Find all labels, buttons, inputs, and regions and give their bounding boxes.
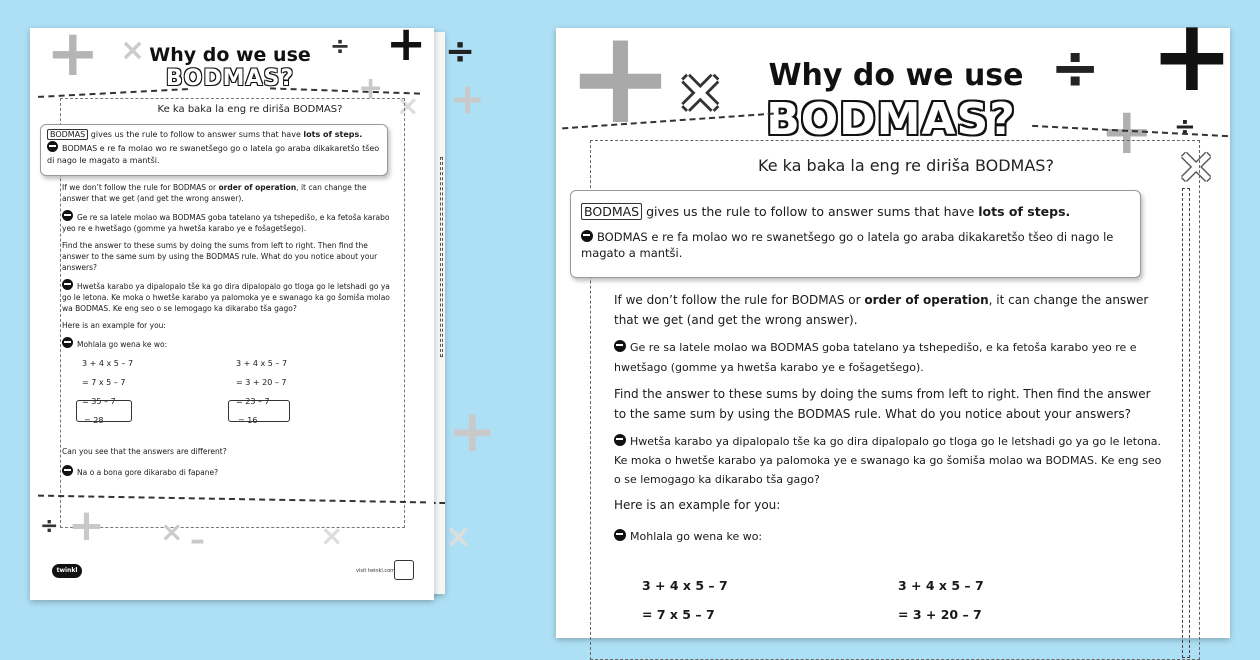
worksheet-title-line2: BODMAS? [165, 66, 295, 91]
example-label-sepedi [62, 337, 392, 350]
callout-bold: lots of steps. [303, 130, 363, 139]
step: = 3 + 20 – 7 [898, 607, 982, 622]
content-frame-edge [1182, 188, 1190, 658]
callout-sepedi-text: BODMAS e re fa molao wo re swanetšego go o latela go araba dikakaretšo tšeo di nago le magato a mantši. [581, 230, 1114, 260]
translation-icon [62, 210, 73, 221]
worksheet-title-line1: Why do we use [768, 58, 1024, 93]
intro-callout [40, 124, 388, 176]
example-label: Here is an example for you: [62, 321, 166, 330]
step: = 3 + 20 – 7 [236, 378, 287, 387]
plus-symbol: + [1100, 95, 1154, 169]
times-symbol: × [160, 515, 184, 548]
translation-icon [62, 465, 73, 476]
final-answer: = 28 [84, 416, 104, 425]
step: = 35 – 7 [82, 397, 116, 406]
p1-sepedi-text: Ge re sa latele molao wa BODMAS goba tatelano ya tshepedišo, e ka fetoša karabo yeo re e hwetšago (gomme ya hwetša karabo ye e fošagetšego). [62, 213, 390, 233]
bodmas-keyword: BODMAS [47, 129, 88, 140]
worksheet-title-line1: Why do we use [149, 44, 311, 66]
paragraph-2-sepedi [614, 432, 1166, 489]
p1-text-b: , it can change the answer that we get (and get the wrong answer). [614, 293, 1149, 327]
paragraph-1-sepedi [62, 210, 392, 234]
translation-icon [47, 141, 58, 152]
step: 3 + 4 x 5 – 7 [82, 359, 134, 368]
worksheet-title-line2: BODMAS? [766, 94, 1016, 145]
question-block [62, 446, 392, 478]
minus-symbol: – [190, 523, 205, 558]
left-example-steps [642, 571, 728, 629]
plus-symbol: + [358, 71, 384, 106]
p2-sepedi-text: Hwetša karabo ya dipalopalo tše ka go dira dipalopalo go tloga go le letshadi go ya go le letona. Ke moka o hwetše karabo ya palomoka ye e swanago ka go šomiša molao wa BODMAS. Ke eng seo o se lemogago ka dikarabo tša gago? [62, 282, 390, 313]
p1-text-b: , it can change the answer that we get (and get the wrong answer). [62, 183, 367, 203]
step: 3 + 4 x 5 – 7 [898, 578, 984, 593]
translation-icon [614, 434, 626, 446]
footer-badge-icon [394, 560, 414, 580]
plus-symbol: + [1150, 0, 1234, 114]
plus-symbol: + [68, 500, 105, 551]
paragraph-2: Find the answer to these sums by doing the sums from left to right. Then find the answer to the same sum by using the BODMAS rule. What do you notice about your answers? [614, 387, 1151, 421]
callout-text: gives us the rule to follow to answer sums that have [642, 204, 979, 219]
example-sepedi-text: Mohlala go wena ke wo: [77, 340, 168, 349]
p1-text-a: If we don’t follow the rule for BODMAS or [614, 293, 865, 307]
final-answer: = 16 [238, 416, 258, 425]
step: 3 + 4 x 5 – 7 [642, 578, 728, 593]
right-body [614, 290, 1166, 547]
worksheet-subtitle: Ke ka baka la eng re diriša BODMAS? [157, 104, 343, 115]
plus-symbol: + [566, 1, 675, 153]
paragraph-2-sepedi [62, 279, 392, 314]
back-page-frame [440, 157, 443, 357]
plus-symbol: + [450, 74, 486, 123]
example-sepedi-text: Mohlala go wena ke wo: [630, 530, 763, 543]
callout-text: gives us the rule to follow to answer sums that have [88, 130, 304, 139]
example-label: Here is an example for you: [614, 498, 781, 512]
step: = 7 x 5 – 7 [642, 607, 715, 622]
divide-symbol: ÷ [445, 31, 476, 72]
plus-symbol: + [386, 16, 427, 72]
times-symbol: × [396, 89, 420, 122]
divide-symbol: ÷ [330, 32, 351, 60]
paragraph-2: Find the answer to these sums by doing the sums from left to right. Then find the answer to the same sum by using the BODMAS rule. What do you notice about your answers? [62, 241, 378, 272]
callout-english [47, 129, 381, 141]
step: 3 + 4 x 5 – 7 [236, 359, 288, 368]
callout-bold: lots of steps. [978, 204, 1071, 219]
question: Can you see that the answers are different? [62, 447, 227, 456]
times-symbol: × [1176, 138, 1217, 194]
callout-sepedi [581, 229, 1130, 261]
plus-symbol: + [448, 397, 497, 465]
example-label-sepedi [614, 527, 1166, 547]
translation-icon [581, 230, 593, 242]
answer-box [228, 400, 290, 422]
callout-english [581, 202, 1130, 221]
step: = 23 – 7 [236, 397, 270, 406]
translation-icon [614, 529, 626, 541]
times-symbol: × [120, 33, 146, 68]
right-example-steps [898, 571, 984, 629]
paragraph-1-sepedi [614, 338, 1166, 378]
divide-symbol: ÷ [1050, 33, 1101, 103]
divide-symbol: ÷ [1174, 112, 1196, 142]
times-symbol: × [445, 517, 472, 555]
times-symbol: × [320, 519, 344, 552]
translation-icon [62, 279, 73, 290]
left-body [62, 182, 392, 350]
translation-icon [62, 337, 73, 348]
right-worksheet-page [556, 0, 1234, 638]
question-sepedi [62, 465, 392, 478]
callout-sepedi [47, 141, 381, 167]
intro-callout [570, 190, 1141, 278]
p1-bold: order of operation [218, 183, 297, 192]
paragraph-1 [62, 182, 392, 204]
p2-sepedi-text: Hwetša karabo ya dipalopalo tše ka go dira dipalopalo go tloga go le letshadi go ya go le letona. Ke moka o hwetše karabo ya palomoka ye e swanago ka go šomiša molao wa BODMAS. Ke eng seo o se lemogago ka dikarabo tša gago? [614, 435, 1162, 486]
answer-box [76, 400, 132, 422]
worksheet-subtitle: Ke ka baka la eng re diriša BODMAS? [758, 156, 1054, 175]
callout-sepedi-text: BODMAS e re fa molao wo re swanetšego go o latela go araba dikakaretšo tšeo di nago le magato a mantši. [47, 144, 380, 165]
footer-url: visit twinkl.com [356, 568, 396, 574]
plus-symbol: + [46, 17, 100, 91]
p1-bold: order of operation [864, 293, 989, 307]
twinkl-logo: twinkl [52, 564, 82, 578]
translation-icon [614, 340, 626, 352]
p1-text-a: If we don’t follow the rule for BODMAS or [62, 183, 219, 192]
step: = 7 x 5 – 7 [82, 378, 126, 387]
times-symbol: × [676, 57, 725, 125]
divide-symbol: ÷ [40, 514, 59, 539]
bodmas-keyword: BODMAS [581, 203, 642, 220]
paragraph-1 [614, 290, 1166, 330]
p1-sepedi-text: Ge re sa latele molao wa BODMAS goba tatelano ya tshepedišo, e ka fetoša karabo yeo re e hwetšago (gomme ya hwetša karabo ye e fošagetšego). [614, 341, 1137, 374]
question-sepedi-text: Na o a bona gore dikarabo di fapane? [77, 468, 219, 477]
left-worksheet-page [30, 16, 434, 600]
